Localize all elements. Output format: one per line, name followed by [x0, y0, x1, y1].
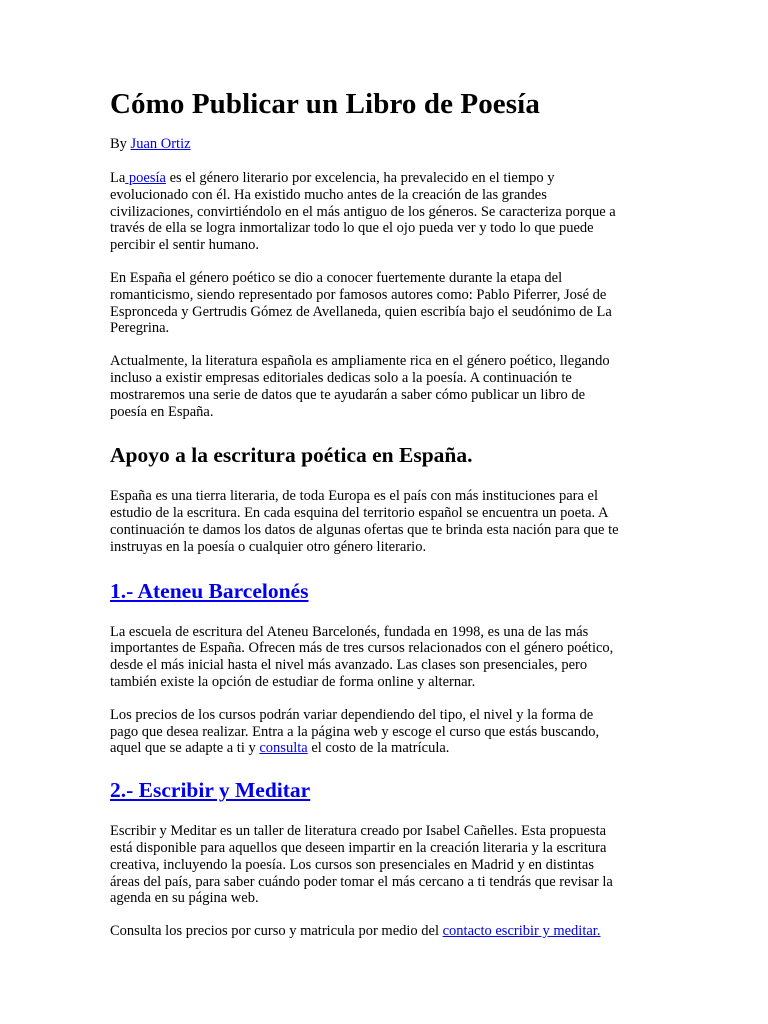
section-heading-escribir — [110, 777, 658, 803]
intro-paragraph-3 — [110, 353, 658, 420]
intro-paragraph-1 — [110, 170, 658, 254]
poesia-link[interactable]: poesía — [125, 170, 166, 186]
intro-line-4: través de ella se logra inmortalizar todo lo que el ojo pueda ver y todo lo que puede — [110, 220, 594, 237]
ateneu-p2-line-3-rest: el costo de la matrícula. — [307, 740, 450, 757]
ateneu-line-4: también existe la opción de estudiar de forma online y alternar. — [110, 673, 476, 690]
support-paragraph — [110, 488, 658, 555]
support-line-1: España es una tierra literaria, de toda Europa es el país con más instituciones para el — [110, 488, 598, 505]
escribir-line-3: creativa, incluyendo la poesía. Los cursos son presenciales en Madrid y en distintas — [110, 856, 595, 873]
escribir-line-2: está disponible para aquellos que deseen impartir en la creación literaria y la escritura — [110, 839, 607, 856]
ateneu-p2-line-2: pago que desea realizar. Entra a la página web y escoge el curso que estás buscando, — [110, 723, 600, 740]
intro-lead-word: La — [110, 170, 126, 186]
p2-line-3: Espronceda y Gertrudis Gómez de Avellaneda, quien escribía bajo el seudónimo de La — [110, 303, 612, 320]
intro-paragraph-2 — [110, 270, 658, 337]
byline — [110, 136, 658, 153]
byline-prefix: By — [110, 136, 131, 152]
intro-line-2: evolucionado con él. Ha existido mucho antes de la creación de las grandes — [110, 186, 547, 203]
ateneu-p2-line-1: Los precios de los cursos podrán variar dependiendo del tipo, el nivel y la forma de — [110, 706, 594, 723]
page-title: Cómo Publicar un Libro de Poesía — [110, 88, 540, 120]
p2-line-4: Peregrina. — [110, 320, 170, 337]
ateneu-p2-line-3-lead: aquel que se adapte a ti y — [110, 740, 260, 757]
consulta-link[interactable]: consulta — [259, 740, 308, 757]
section-heading-ateneu — [110, 578, 658, 604]
ateneu-line-2: importantes de España. Ofrecen más de tres cursos relacionados con el género poético, — [110, 640, 614, 657]
ateneu-line-3: desde el más inicial hasta el nivel más avanzado. Las clases son presenciales, pero — [110, 657, 588, 674]
p3-line-4: poesía en España. — [110, 403, 214, 420]
escribir-line-1: Escribir y Meditar es un taller de literatura creado por Isabel Cañelles. Esta propuesta — [110, 823, 607, 840]
intro-line-5: percibir el sentir humano. — [110, 237, 259, 254]
author-link[interactable]: Juan Ortiz — [130, 136, 191, 152]
p3-line-2: incluso a existir empresas editoriales dedicas solo a la poesía. A continuación te — [110, 369, 572, 386]
escribir-heading-link[interactable]: 2.- Escribir y Meditar — [110, 778, 311, 803]
escribir-p2-lead: Consulta los precios por curso y matricula por medio del — [110, 923, 443, 940]
support-line-2: estudio de la escritura. En cada esquina del territorio español se encuentra un poeta. A — [110, 505, 609, 522]
intro-line-3: civilizaciones, convirtiéndolo en el más antiguo de los géneros. Se caracteriza porque a — [110, 203, 616, 220]
intro-line-1-rest: es el género literario por excelencia, ha prevalecido en el tiempo y — [165, 170, 555, 186]
support-line-3: continuación te damos los datos de algunas ofertas que te brinda esta nación para que te — [110, 521, 619, 538]
ateneu-paragraph-1 — [110, 624, 658, 691]
ateneu-paragraph-2 — [110, 707, 658, 757]
p2-line-2: romanticismo, siendo representado por famosos autores como: Pablo Piferrer, José de — [110, 286, 607, 303]
escribir-line-5: agenda en su página web. — [110, 890, 259, 907]
section-heading-support: Apoyo a la escritura poética en España. — [110, 443, 473, 468]
ateneu-line-1: La escuela de escritura del Ateneu Barcelonés, fundada en 1998, es una de las más — [110, 623, 589, 640]
ateneu-heading-link[interactable]: 1.- Ateneu Barcelonés — [110, 578, 309, 603]
support-line-4: instruyas en la poesía o cualquier otro género literario. — [110, 538, 427, 555]
contacto-link[interactable]: contacto escribir y meditar. — [442, 923, 601, 940]
escribir-paragraph-1 — [110, 823, 658, 907]
p2-line-1: En España el género poético se dio a conocer fuertemente durante la etapa del — [110, 269, 563, 286]
p3-line-3: mostraremos una serie de datos que te ayudarán a saber cómo publicar un libro de — [110, 386, 586, 403]
escribir-paragraph-2 — [110, 923, 658, 940]
escribir-line-4: áreas del país, para saber cuándo poder tomar el más cercano a ti tendrás que revisar la — [110, 873, 613, 890]
p3-line-1: Actualmente, la literatura española es ampliamente rica en el género poético, llegando — [110, 353, 610, 370]
